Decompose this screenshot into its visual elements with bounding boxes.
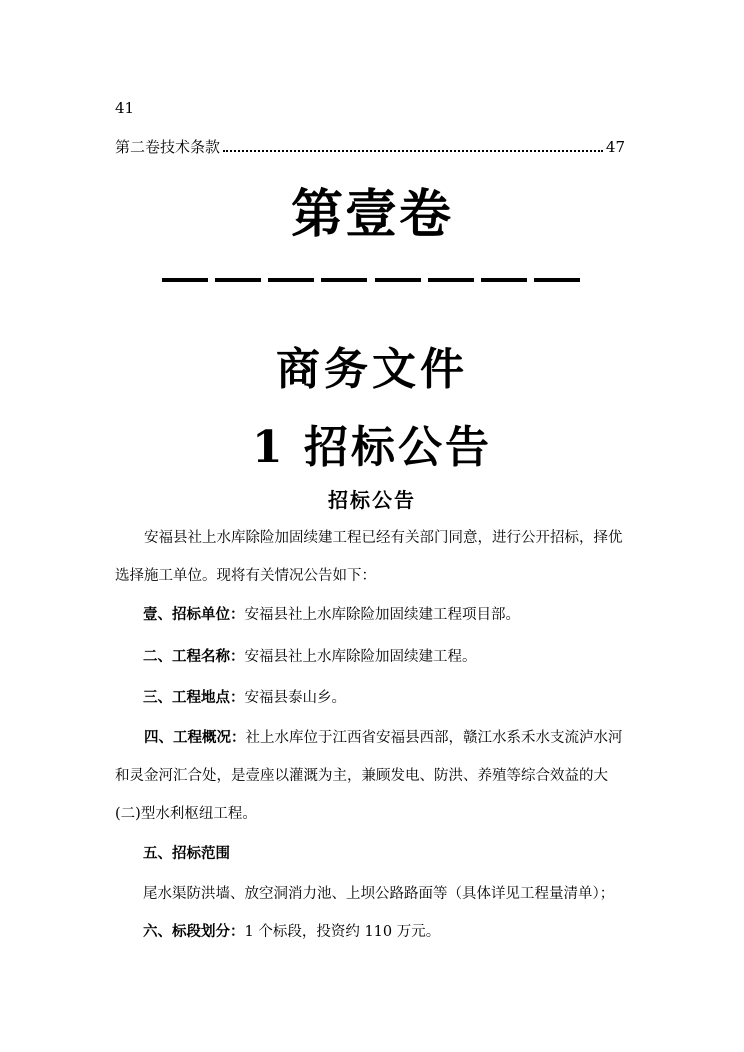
- notice-title: 招标公告: [328, 488, 416, 512]
- item-project-location: [143, 686, 346, 707]
- intro-paragraph: 安福县社上水库除险加固续建工程已经有关部门同意，进行公开招标，择优选择施工单位。现将有关情况公告如下：: [115, 530, 623, 584]
- toc-leader-dots: [223, 149, 603, 152]
- item-text: 安福县社上水库除险加固续建工程。: [244, 649, 477, 665]
- dash-segment: [534, 278, 580, 282]
- item-text: 安福县社上水库除险加固续建工程项目部。: [244, 607, 520, 623]
- item-bidding-unit: [143, 603, 520, 624]
- dash-divider: [162, 278, 580, 282]
- dash-segment: [215, 278, 261, 282]
- item-project-overview: [115, 719, 630, 833]
- volume-title: 第壹卷: [290, 184, 453, 245]
- item-scope-text: 尾水渠防洪墙、放空洞消力池、上坝公路路面等（具体详见工程量清单）；: [143, 886, 615, 902]
- item-label: 六、标段划分：: [143, 923, 245, 940]
- dash-segment: [375, 278, 421, 282]
- item-text: 1 个标段，投资约 110 万元。: [244, 924, 441, 940]
- page-number: 41: [115, 99, 135, 117]
- section-title: 商务文件: [276, 344, 468, 395]
- dash-segment: [481, 278, 527, 282]
- chapter-title: 1 招标公告: [252, 422, 492, 473]
- item-label: 四、工程概况：: [144, 729, 246, 746]
- item-label: 二、工程名称：: [143, 648, 245, 665]
- dash-segment: [268, 278, 314, 282]
- item-label: 五、招标范围: [143, 845, 230, 862]
- dash-segment: [162, 278, 208, 282]
- item-bid-division: [143, 920, 440, 941]
- item-label: 三、工程地点：: [143, 689, 245, 706]
- item-scope-label: [143, 842, 230, 863]
- item-project-name: [143, 645, 477, 666]
- toc-entry[interactable]: [115, 136, 625, 157]
- toc-label: 第二卷技术条款: [115, 138, 221, 156]
- item-text: 社上水库位于江西省安福县西部，赣江水系禾水支流泸水河和灵金河汇合处，是壹座以灌溉为主，兼顾发电、防洪、养殖等综合效益的大(二)型水利枢纽工程。: [115, 730, 623, 822]
- dash-segment: [321, 278, 367, 282]
- toc-page-number: 47: [605, 138, 625, 156]
- dash-segment: [428, 278, 474, 282]
- item-label: 壹、招标单位：: [143, 606, 245, 623]
- item-text: 安福县泰山乡。: [244, 690, 346, 706]
